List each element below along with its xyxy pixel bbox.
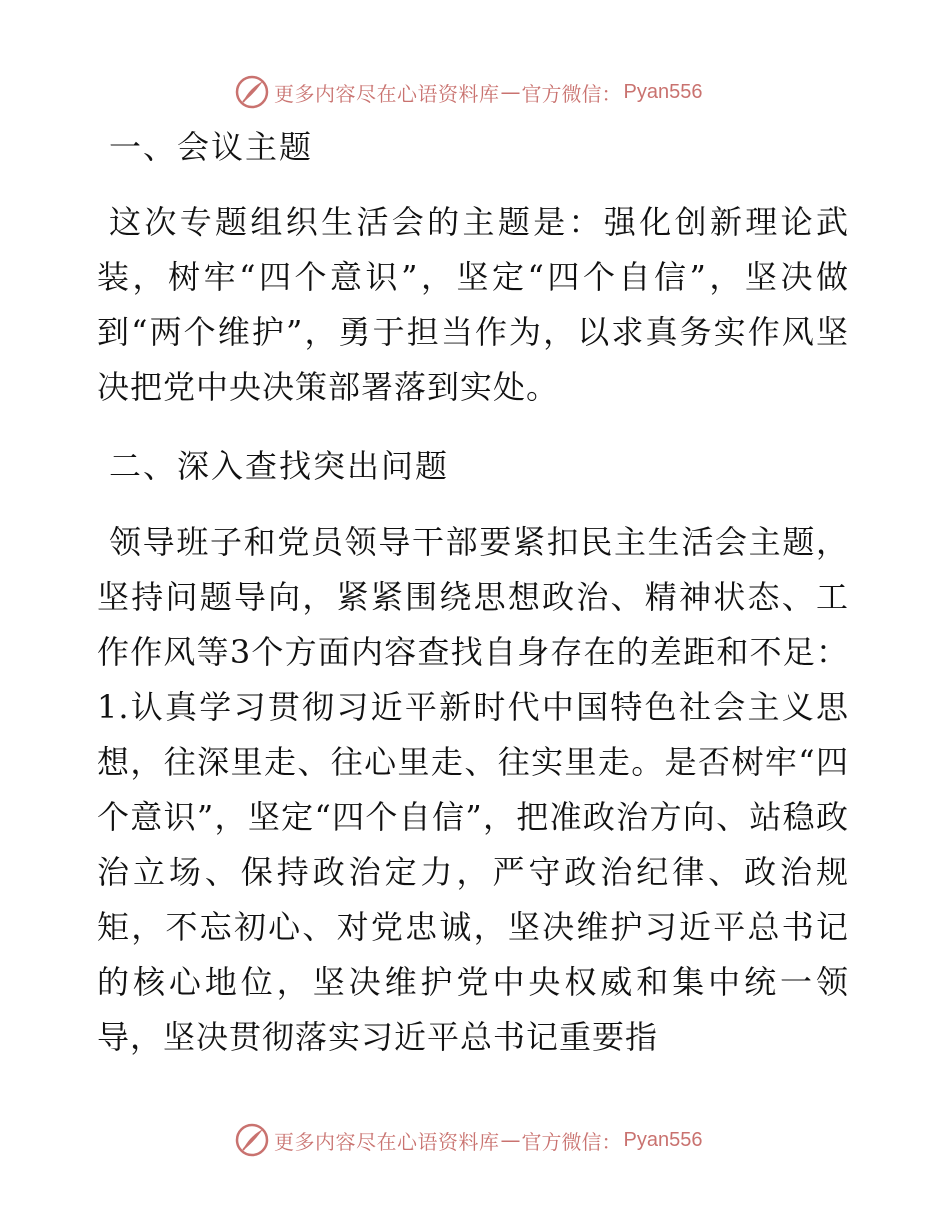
watermark-text: 更多内容尽在心语资料库 bbox=[274, 1129, 500, 1154]
watermark-wechat-label: 官方微信： bbox=[521, 81, 622, 106]
watermark-text: 更多内容尽在心语资料库 bbox=[274, 81, 500, 106]
watermark-wechat-id: Pyan556 bbox=[623, 80, 703, 103]
feather-logo-icon bbox=[234, 74, 270, 110]
watermark-wechat-label: 官方微信： bbox=[521, 1129, 622, 1154]
watermark-separator: — bbox=[500, 80, 521, 104]
section-heading-meeting-theme: 一、会议主题 bbox=[109, 128, 314, 166]
feather-logo-icon bbox=[234, 1122, 270, 1158]
section-heading-find-problems: 二、深入查找突出问题 bbox=[109, 447, 450, 485]
watermark-footer bbox=[234, 1120, 702, 1160]
watermark-separator: — bbox=[500, 1128, 521, 1152]
watermark-wechat-id: Pyan556 bbox=[623, 1128, 703, 1151]
paragraph-meeting-theme: 这次专题组织生活会的主题是：强化创新理论武装，树牢“四个意识”，坚定“四个自信”，坚决做到“两个维护”，勇于担当作为，以求真务实作风坚决把党中央决策部署落到实处。 bbox=[97, 203, 849, 406]
paragraph-find-problems: 领导班子和党员领导干部要紧扣民主生活会主题，坚持问题导向，紧紧围绕思想政治、精神状态、工作作风等3个方面内容查找自身存在的差距和不足：1.认真学习贯彻习近平新时代中国特色社会主义思想，往深里走、往心里走、往实里走。是否树牢“四个意识”，坚定“四个自信”，把准政治方向、站稳政治立场、保持政治定力，严守政治纪律、政治规矩，不忘初心、对党忠诚，坚决维护习近平总书记的核心地位，坚决维护党中央权威和集中统一领导，坚决贯彻落实习近平总书记重要指 bbox=[97, 523, 849, 1056]
watermark-header bbox=[234, 72, 702, 112]
document-body bbox=[97, 122, 849, 1065]
